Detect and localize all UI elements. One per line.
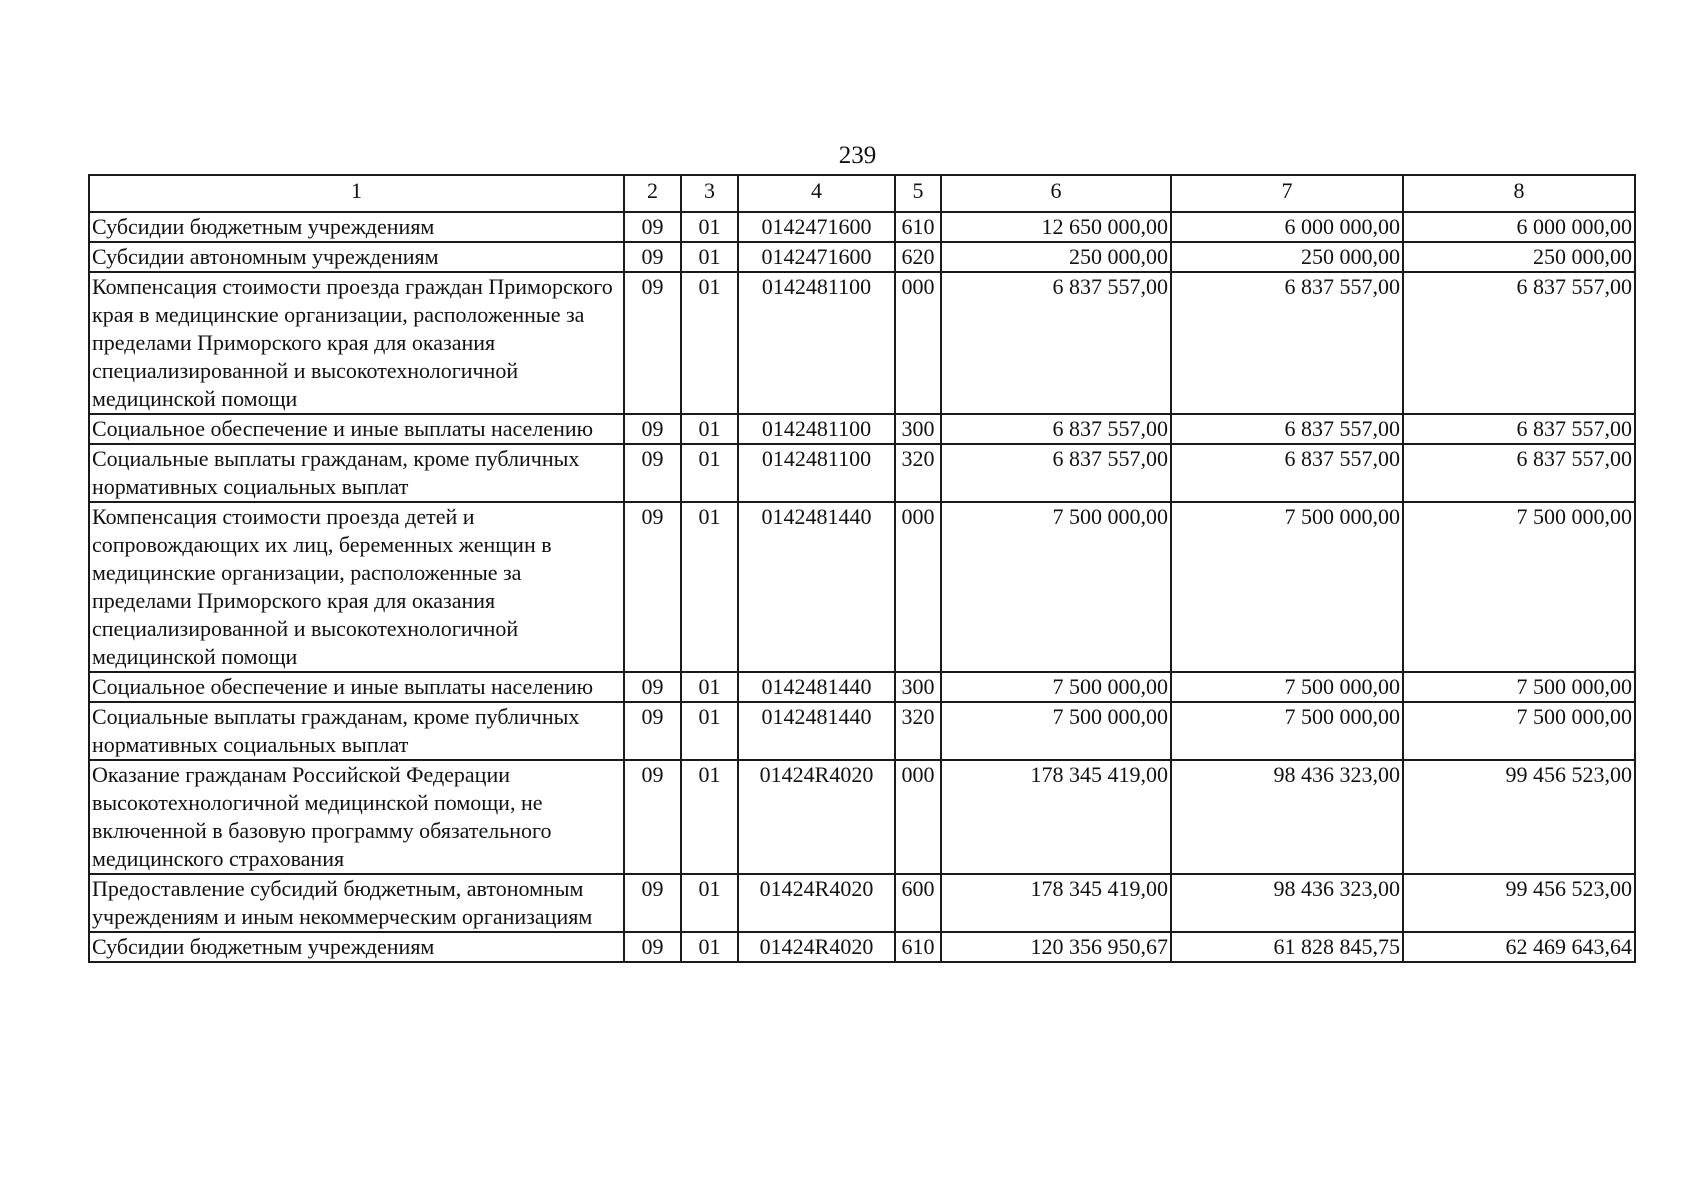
amount-col-6: 120 356 950,67: [941, 932, 1171, 962]
target-article-code: 01424R4020: [738, 760, 895, 874]
row-description: Социальные выплаты гражданам, кроме публичных нормативных социальных выплат: [89, 702, 624, 760]
subsection-code: 01: [681, 272, 738, 414]
target-article-code: 0142471600: [738, 242, 895, 272]
target-article-code: 0142481100: [738, 272, 895, 414]
amount-col-7: 7 500 000,00: [1171, 702, 1403, 760]
amount-col-7: 98 436 323,00: [1171, 760, 1403, 874]
row-description: Оказание гражданам Российской Федерации высокотехнологичной медицинской помощи, не включенной в базовую программу обязательного медицинского страхования: [89, 760, 624, 874]
row-description: Субсидии бюджетным учреждениям: [89, 932, 624, 962]
row-description: Социальное обеспечение и иные выплаты населению: [89, 414, 624, 444]
section-code: 09: [624, 672, 681, 702]
section-code: 09: [624, 242, 681, 272]
amount-col-7: 6 837 557,00: [1171, 444, 1403, 502]
subsection-code: 01: [681, 672, 738, 702]
subsection-code: 01: [681, 702, 738, 760]
amount-col-8: 6 837 557,00: [1403, 414, 1635, 444]
row-description: Компенсация стоимости проезда детей и сопровождающих их лиц, беременных женщин в медицинские организации, расположенные за пределами Приморского края для оказания специализированной и высокотехнологичной медицинской помощи: [89, 502, 624, 672]
expense-type-code: 000: [895, 272, 941, 414]
amount-col-7: 250 000,00: [1171, 242, 1403, 272]
target-article-code: 0142481100: [738, 444, 895, 502]
target-article-code: 0142481440: [738, 502, 895, 672]
subsection-code: 01: [681, 932, 738, 962]
subsection-code: 01: [681, 212, 738, 242]
column-header-6: 6: [941, 175, 1171, 212]
table-row: [89, 414, 1635, 444]
expense-type-code: 300: [895, 414, 941, 444]
table-row: [89, 502, 1635, 672]
amount-col-8: 6 000 000,00: [1403, 212, 1635, 242]
table-row: [89, 444, 1635, 502]
expense-type-code: 300: [895, 672, 941, 702]
subsection-code: 01: [681, 874, 738, 932]
column-header-8: 8: [1403, 175, 1635, 212]
subsection-code: 01: [681, 414, 738, 444]
row-description: Предоставление субсидий бюджетным, автономным учреждениям и иным некоммерческим организациям: [89, 874, 624, 932]
expense-type-code: 620: [895, 242, 941, 272]
section-code: 09: [624, 272, 681, 414]
column-header-1: 1: [89, 175, 624, 212]
section-code: 09: [624, 874, 681, 932]
amount-col-8: 7 500 000,00: [1403, 672, 1635, 702]
target-article-code: 0142481440: [738, 672, 895, 702]
table-row: [89, 760, 1635, 874]
table-row: [89, 932, 1635, 962]
section-code: 09: [624, 702, 681, 760]
row-description: Компенсация стоимости проезда граждан Приморского края в медицинские организации, расположенные за пределами Приморского края для оказания специализированной и высокотехнологичной медицинской помощи: [89, 272, 624, 414]
row-description: Субсидии автономным учреждениям: [89, 242, 624, 272]
amount-col-7: 6 837 557,00: [1171, 272, 1403, 414]
header-row: [89, 175, 1635, 212]
section-code: 09: [624, 444, 681, 502]
expense-type-code: 000: [895, 502, 941, 672]
amount-col-8: 250 000,00: [1403, 242, 1635, 272]
amount-col-6: 6 837 557,00: [941, 444, 1171, 502]
section-code: 09: [624, 502, 681, 672]
amount-col-8: 6 837 557,00: [1403, 444, 1635, 502]
expense-type-code: 610: [895, 932, 941, 962]
column-header-2: 2: [624, 175, 681, 212]
table-row: [89, 242, 1635, 272]
amount-col-6: 178 345 419,00: [941, 874, 1171, 932]
section-code: 09: [624, 212, 681, 242]
amount-col-7: 7 500 000,00: [1171, 672, 1403, 702]
amount-col-8: 7 500 000,00: [1403, 502, 1635, 672]
amount-col-7: 7 500 000,00: [1171, 502, 1403, 672]
amount-col-7: 98 436 323,00: [1171, 874, 1403, 932]
target-article-code: 0142481440: [738, 702, 895, 760]
target-article-code: 0142471600: [738, 212, 895, 242]
amount-col-8: 62 469 643,64: [1403, 932, 1635, 962]
amount-col-8: 99 456 523,00: [1403, 874, 1635, 932]
amount-col-6: 178 345 419,00: [941, 760, 1171, 874]
expense-type-code: 600: [895, 874, 941, 932]
column-header-3: 3: [681, 175, 738, 212]
page-number: 239: [838, 142, 877, 169]
amount-col-6: 6 837 557,00: [941, 272, 1171, 414]
subsection-code: 01: [681, 760, 738, 874]
budget-table: [88, 174, 1636, 963]
amount-col-6: 7 500 000,00: [941, 672, 1171, 702]
table-row: [89, 212, 1635, 242]
amount-col-8: 6 837 557,00: [1403, 272, 1635, 414]
table-row: [89, 672, 1635, 702]
amount-col-6: 12 650 000,00: [941, 212, 1171, 242]
column-header-5: 5: [895, 175, 941, 212]
expense-type-code: 320: [895, 444, 941, 502]
amount-col-6: 7 500 000,00: [941, 502, 1171, 672]
column-header-4: 4: [738, 175, 895, 212]
section-code: 09: [624, 932, 681, 962]
target-article-code: 01424R4020: [738, 932, 895, 962]
amount-col-6: 250 000,00: [941, 242, 1171, 272]
amount-col-8: 99 456 523,00: [1403, 760, 1635, 874]
amount-col-6: 6 837 557,00: [941, 414, 1171, 444]
expense-type-code: 320: [895, 702, 941, 760]
amount-col-6: 7 500 000,00: [941, 702, 1171, 760]
subsection-code: 01: [681, 502, 738, 672]
column-header-7: 7: [1171, 175, 1403, 212]
amount-col-7: 6 837 557,00: [1171, 414, 1403, 444]
amount-col-7: 6 000 000,00: [1171, 212, 1403, 242]
subsection-code: 01: [681, 444, 738, 502]
row-description: Социальные выплаты гражданам, кроме публичных нормативных социальных выплат: [89, 444, 624, 502]
table-row: [89, 702, 1635, 760]
section-code: 09: [624, 760, 681, 874]
amount-col-8: 7 500 000,00: [1403, 702, 1635, 760]
expense-type-code: 000: [895, 760, 941, 874]
amount-col-7: 61 828 845,75: [1171, 932, 1403, 962]
row-description: Социальное обеспечение и иные выплаты населению: [89, 672, 624, 702]
section-code: 09: [624, 414, 681, 444]
expense-type-code: 610: [895, 212, 941, 242]
table-row: [89, 874, 1635, 932]
table-row: [89, 272, 1635, 414]
subsection-code: 01: [681, 242, 738, 272]
target-article-code: 01424R4020: [738, 874, 895, 932]
target-article-code: 0142481100: [738, 414, 895, 444]
row-description: Субсидии бюджетным учреждениям: [89, 212, 624, 242]
